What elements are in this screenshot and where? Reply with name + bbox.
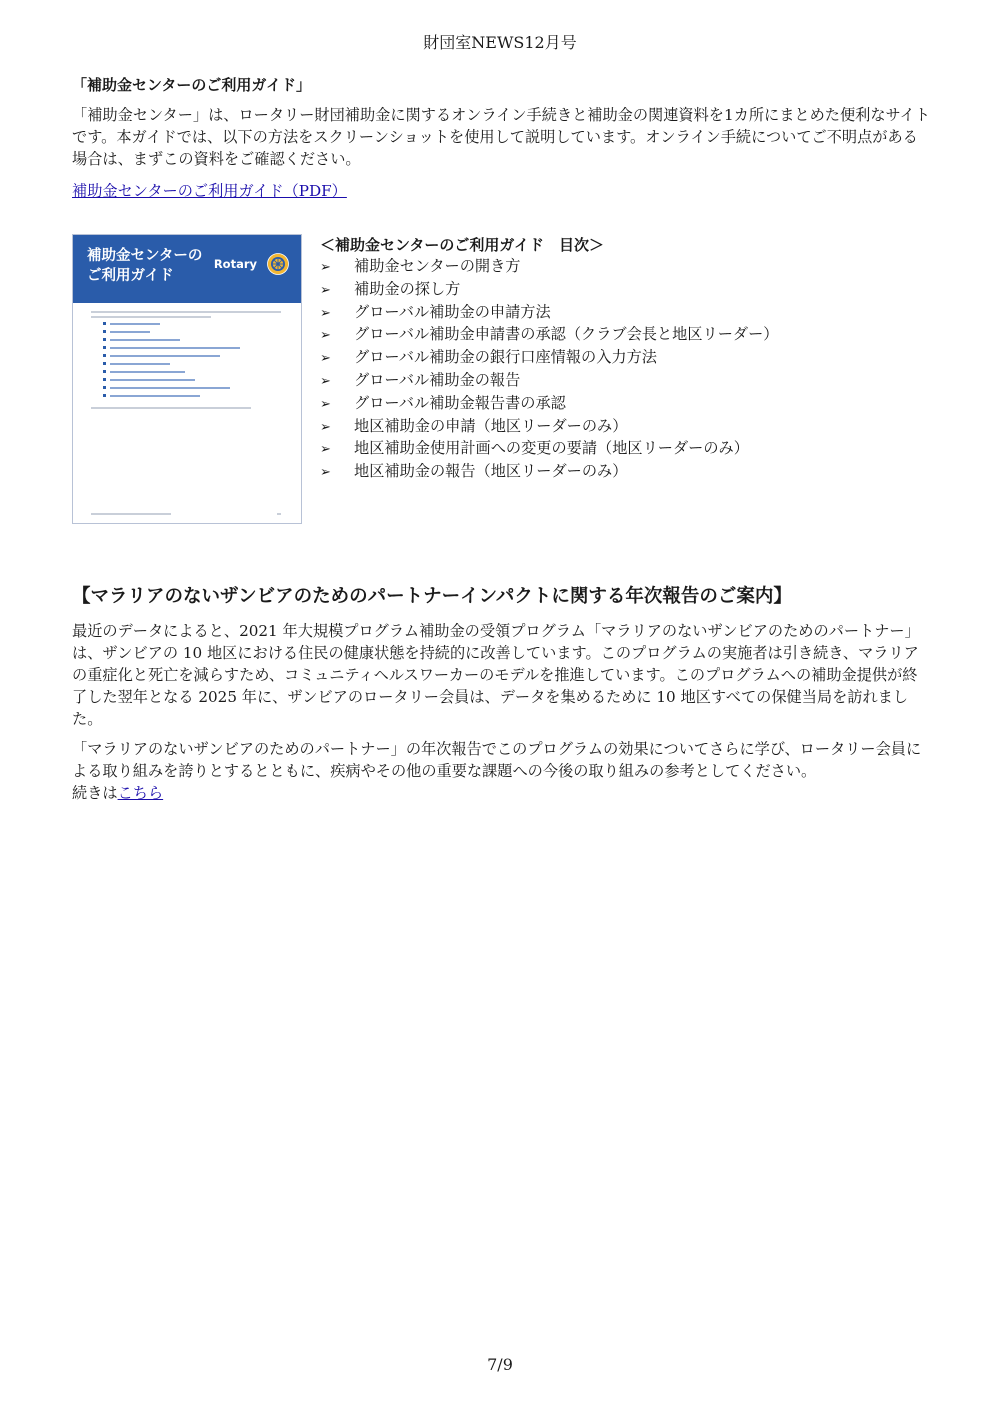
arrow-bullet-icon: ➢ — [320, 419, 331, 435]
toc-item — [320, 302, 779, 325]
thumbnail-link-line — [110, 371, 185, 373]
rotary-brand-text: Rotary — [213, 257, 257, 271]
thumbnail-bullet — [103, 394, 106, 397]
thumbnail-bullet — [103, 362, 106, 365]
thumbnail-link-line — [110, 323, 160, 325]
thumbnail-footer-page — [277, 513, 281, 515]
arrow-bullet-icon: ➢ — [320, 465, 331, 481]
toc-item — [320, 256, 779, 279]
read-more-line — [72, 782, 163, 803]
toc-item-label: 地区補助金の報告（地区リーダーのみ） — [354, 462, 628, 481]
arrow-bullet-icon: ➢ — [320, 442, 331, 458]
toc-item — [320, 393, 779, 416]
thumbnail-title-line1: 補助金センターの — [87, 248, 203, 264]
thumbnail-title — [87, 246, 202, 286]
thumbnail-text-line — [91, 407, 251, 409]
toc-title: ＜補助金センターのご利用ガイド 目次＞ — [320, 236, 604, 254]
toc-item — [320, 416, 779, 439]
toc-item-label: 補助金の探し方 — [354, 279, 461, 298]
toc-item — [320, 347, 779, 370]
read-more-prefix: 続きは — [72, 784, 118, 802]
thumbnail-bullet — [103, 346, 106, 349]
arrow-bullet-icon: ➢ — [320, 305, 331, 321]
thumbnail-footer-line — [91, 513, 171, 515]
page-header: 財団室NEWS12月号 — [423, 33, 577, 52]
arrow-bullet-icon: ➢ — [320, 396, 331, 412]
thumbnail-bullet — [103, 322, 106, 325]
toc-item — [320, 279, 779, 302]
toc-item-label: グローバル補助金の報告 — [354, 370, 521, 389]
thumbnail-link-line — [110, 363, 170, 365]
guide-pdf-link[interactable]: 補助金センターのご利用ガイド（PDF） — [72, 182, 347, 200]
read-more-link[interactable]: こちら — [117, 784, 164, 802]
thumbnail-bullet — [103, 338, 106, 341]
thumbnail-bullet — [103, 354, 106, 357]
toc-item — [320, 438, 779, 461]
guide-section-title: 「補助金センターのご利用ガイド」 — [72, 76, 311, 94]
malaria-paragraph-1: 最近のデータによると、2021 年大規模プログラム補助金の受領プログラム「マラリアのないザンビアのためのパートナー」は、ザンビアの 10 地区における住民の健康状態を持続的に改善しています。このプログラムの実施者は引き続き、マラリアの重症化と死亡を減らすため、コミュニティヘルスワーカーのモデルを推進しています。このプログラムへの補助金提供が終了した翌年となる 2025 年に、ザンビアのロータリー会員は、データを集めるために 10 地区すべての保健当局を訪れました。 — [72, 622, 920, 728]
arrow-bullet-icon: ➢ — [320, 328, 331, 344]
thumbnail-text-line — [91, 316, 211, 318]
toc-item-label: グローバル補助金申請書の承認（クラブ会長と地区リーダー） — [354, 325, 779, 344]
toc-item-label: 地区補助金使用計画への変更の要請（地区リーダーのみ） — [354, 439, 749, 458]
toc-item — [320, 461, 779, 484]
thumbnail-bullet — [103, 386, 106, 389]
thumbnail-bullet — [103, 378, 106, 381]
toc-item-label: グローバル補助金の申請方法 — [354, 302, 551, 321]
thumbnail-link-line — [110, 339, 180, 341]
thumbnail-header — [73, 235, 301, 303]
toc-item-label: グローバル補助金報告書の承認 — [354, 393, 566, 412]
toc-list — [320, 256, 779, 484]
thumbnail-text-line — [91, 311, 281, 313]
thumbnail-bullet — [103, 330, 106, 333]
rotary-wheel-icon — [266, 252, 290, 276]
toc-item — [320, 324, 779, 347]
thumbnail-link-line — [110, 347, 240, 349]
arrow-bullet-icon: ➢ — [320, 351, 331, 367]
toc-item-label: グローバル補助金の銀行口座情報の入力方法 — [354, 348, 657, 367]
guide-section-paragraph: 「補助金センター」は、ロータリー財団補助金に関するオンライン手続きと補助金の関連資料を1カ所にまとめた便利なサイトです。本ガイドでは、以下の方法をスクリーンショットを使用して説明しています。オンライン手続についてご不明点がある場合は、まずこの資料をご確認ください。 — [72, 106, 931, 168]
toc-item-label: 地区補助金の申請（地区リーダーのみ） — [354, 416, 628, 435]
thumbnail-link-line — [110, 331, 150, 333]
malaria-paragraph-2: 「マラリアのないザンビアのためのパートナー」の年次報告でこのプログラムの効果についてさらに学び、ロータリー会員による取り組みを誇りとするとともに、疾病やその他の重要な課題への今後の取り組みの参考としてください。 — [72, 740, 922, 780]
arrow-bullet-icon: ➢ — [320, 260, 331, 275]
thumbnail-bullet — [103, 370, 106, 373]
malaria-section-title: 【マラリアのないザンビアのためのパートナーインパクトに関する年次報告のご案内】 — [72, 586, 792, 607]
arrow-bullet-icon: ➢ — [320, 282, 331, 298]
thumbnail-link-line — [110, 387, 230, 389]
toc-item — [320, 370, 779, 393]
page-number: 7/9 — [487, 1355, 513, 1374]
guide-thumbnail — [72, 234, 302, 524]
toc-item-label: 補助金センターの開き方 — [354, 257, 521, 275]
thumbnail-link-line — [110, 395, 200, 397]
arrow-bullet-icon: ➢ — [320, 373, 331, 389]
thumbnail-link-line — [110, 379, 195, 381]
thumbnail-title-line2: ご利用ガイド — [87, 268, 174, 284]
thumbnail-link-line — [110, 355, 220, 357]
